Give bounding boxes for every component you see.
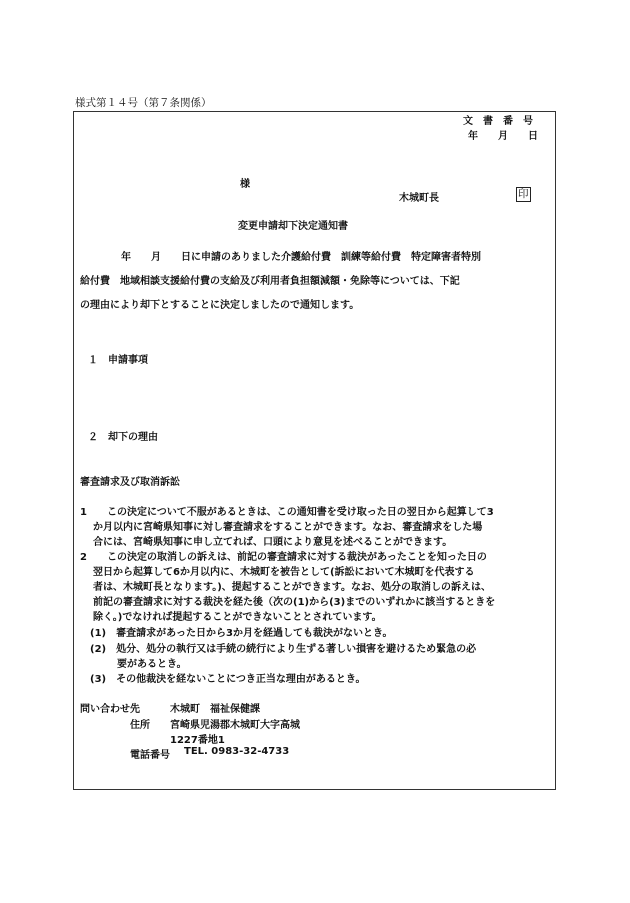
- appeal-p2-line2: 翌日から起算して6か月以内に、木城町を被告として(訴訟において木城町を代表する: [93, 567, 475, 578]
- appeal-p2-line4: 前記の審査請求に対する裁決を経た後（次の(1)から(3)までのいずれかに該当するときを: [93, 597, 496, 608]
- body-line-3: の理由により却下とすることに決定しましたので通知します。: [80, 300, 360, 311]
- appeal-p2-line5: 除く。)でなければ提起することができないこととされています。: [93, 612, 382, 623]
- appeal-heading: 審査請求及び取消訴訟: [80, 477, 180, 488]
- appeal-item-2-line2: 要があるとき。: [117, 659, 187, 670]
- section-application-items: １ 申請事項: [88, 355, 148, 366]
- issuer-name: 木城町長: [399, 193, 439, 204]
- body-line-2: 給付費 地域相談支援給付費の支給及び利用者負担額減額・免除等については、下記: [80, 276, 460, 287]
- appeal-p2-line1: 2 この決定の取消しの訴えは、前記の審査請求に対する裁決があったことを知った日の: [80, 552, 487, 563]
- contact-phone-label: 電話番号: [130, 750, 170, 761]
- contact-address-line1: 宮崎県児湯郡木城町大字高城: [170, 720, 300, 731]
- contact-org: 木城町 福祉保健課: [170, 704, 260, 715]
- issue-date: 年 月 日: [468, 131, 538, 142]
- document-frame: [73, 111, 556, 790]
- appeal-item-2-line1: (2) 処分、処分の執行又は手続の続行により生ずる著しい損害を避けるため緊急の必: [90, 644, 477, 655]
- appeal-p1-line1: 1 この決定について不服があるときは、この通知書を受け取った日の翌日から起算して3: [80, 507, 494, 518]
- contact-label: 問い合わせ先: [80, 704, 140, 715]
- appeal-p1-line2: か月以内に宮崎県知事に対し審査請求をすることができます。なお、審査請求をした場: [93, 522, 483, 533]
- document-title: 変更申請却下決定通知書: [238, 221, 348, 232]
- seal-mark: 印: [518, 188, 529, 200]
- contact-address-line2: 1227番地1: [170, 735, 225, 746]
- appeal-item-1: (1) 審査請求があった日から3か月を経過しても裁決がないとき。: [90, 628, 393, 639]
- contact-address-label: 住所: [130, 720, 150, 731]
- body-line-1: 年 月 日に申請のありました介護給付費 訓練等給付費 特定障害者特別: [121, 252, 481, 263]
- document-number: 文 書 番 号: [463, 116, 533, 127]
- appeal-p1-line3: 合には、宮崎県知事に申し立てれば、口頭により意見を述べることができます。: [93, 537, 453, 548]
- appeal-item-3: (3) その他裁決を経ないことにつき正当な理由があるとき。: [90, 674, 366, 685]
- addressee-suffix: 様: [240, 179, 250, 190]
- contact-phone: TEL. 0983-32-4733: [184, 746, 290, 757]
- appeal-p2-line3: 者は、木城町長となります。)、提起することができます。なお、処分の取消しの訴えは、: [93, 582, 491, 593]
- section-rejection-reason: ２ 却下の理由: [88, 432, 158, 443]
- form-label: 様式第１４号（第７条関係）: [75, 97, 212, 109]
